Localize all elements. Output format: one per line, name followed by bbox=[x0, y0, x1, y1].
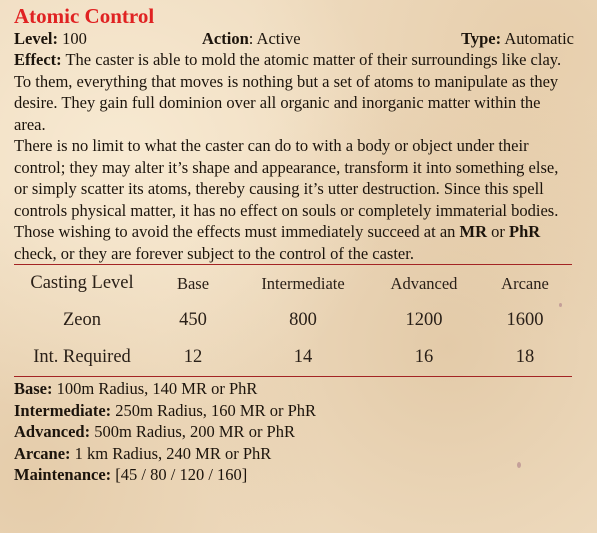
table-cell: 14 bbox=[293, 347, 313, 367]
parchment-speck bbox=[517, 462, 521, 468]
table-cell: 450 bbox=[179, 310, 207, 330]
level-effects-list bbox=[14, 378, 574, 486]
level-effect-label: Arcane: bbox=[14, 443, 71, 463]
table-cell: 12 bbox=[183, 347, 203, 367]
phr-term: PhR bbox=[509, 222, 541, 241]
level-field bbox=[14, 28, 202, 49]
type-value: Automatic bbox=[504, 29, 574, 48]
level-effect-label: Intermediate: bbox=[14, 400, 112, 420]
level-effect-advanced bbox=[14, 421, 574, 443]
table-row-int-required bbox=[14, 339, 572, 376]
level-effect-text: 1 km Radius, 240 MR or PhR bbox=[70, 443, 272, 463]
level-effect-label: Base: bbox=[14, 379, 53, 398]
action-field bbox=[202, 28, 461, 49]
effect-paragraph bbox=[14, 49, 574, 135]
spell-title: Atomic Control bbox=[14, 4, 155, 28]
table-row-zeon bbox=[14, 302, 572, 339]
header-intermediate: Intermediate bbox=[261, 273, 345, 293]
parchment-speck bbox=[559, 303, 562, 307]
description-paragraph bbox=[14, 135, 574, 264]
level-effect-base bbox=[14, 378, 574, 400]
table-cell: 800 bbox=[289, 310, 317, 330]
mr-term: MR bbox=[459, 222, 488, 241]
spell-meta-row bbox=[14, 28, 574, 49]
effect-label: Effect: bbox=[14, 50, 62, 69]
type-field bbox=[461, 28, 574, 49]
table-cell: 1200 bbox=[405, 310, 443, 330]
casting-level-table bbox=[14, 265, 572, 376]
level-effect-arcane bbox=[14, 443, 574, 465]
spell-card bbox=[14, 4, 574, 486]
table-cell: 1600 bbox=[506, 310, 544, 330]
table-header-row bbox=[14, 265, 572, 302]
table-cell: 18 bbox=[515, 347, 535, 367]
row-label: Int. Required bbox=[33, 347, 131, 367]
maintenance-line bbox=[14, 464, 574, 486]
table-bottom-rule bbox=[14, 376, 572, 377]
level-effect-text: 500m Radius, 200 MR or PhR bbox=[90, 422, 295, 441]
maintenance-text: [45 / 80 / 120 / 160] bbox=[111, 465, 248, 484]
level-effect-label: Advanced: bbox=[14, 422, 91, 441]
or-word: or bbox=[487, 222, 510, 241]
header-advanced: Advanced bbox=[390, 273, 458, 293]
header-arcane: Arcane bbox=[501, 273, 549, 293]
level-effect-text: 100m Radius, 140 MR or PhR bbox=[52, 379, 258, 398]
header-base: Base bbox=[176, 273, 210, 293]
level-value: 100 bbox=[62, 29, 87, 48]
level-label: Level: bbox=[14, 29, 58, 48]
action-label: Action bbox=[202, 29, 249, 48]
table-cell: 16 bbox=[414, 347, 434, 367]
maintenance-label: Maintenance: bbox=[14, 465, 112, 484]
level-effect-intermediate bbox=[14, 400, 574, 422]
description-text-a: There is no limit to what the caster can do to with a body or object under their control; they may alter it’s shape and appearance, transform it into something else, or simply scatter its atoms, thereby causing it’s utter destruction. Since this spell controls physical matter, it has no effect on souls or completely immaterial bodies. Those wishing to avoid the effects must immediately succeed at an bbox=[14, 136, 559, 241]
header-casting-level: Casting Level bbox=[30, 273, 134, 293]
action-value: : Active bbox=[248, 29, 301, 48]
effect-text: The caster is able to mold the atomic matter of their surroundings like clay. To them, everything that moves is nothing but a set of atoms to manipulate as they desire. They gain full dominion over all organic and inorganic matter within the area. bbox=[14, 50, 562, 134]
row-label: Zeon bbox=[62, 310, 101, 330]
description-text-b: check, or they are forever subject to the control of the caster. bbox=[14, 243, 414, 263]
level-effect-text: 250m Radius, 160 MR or PhR bbox=[111, 400, 317, 420]
type-label: Type: bbox=[461, 29, 502, 48]
